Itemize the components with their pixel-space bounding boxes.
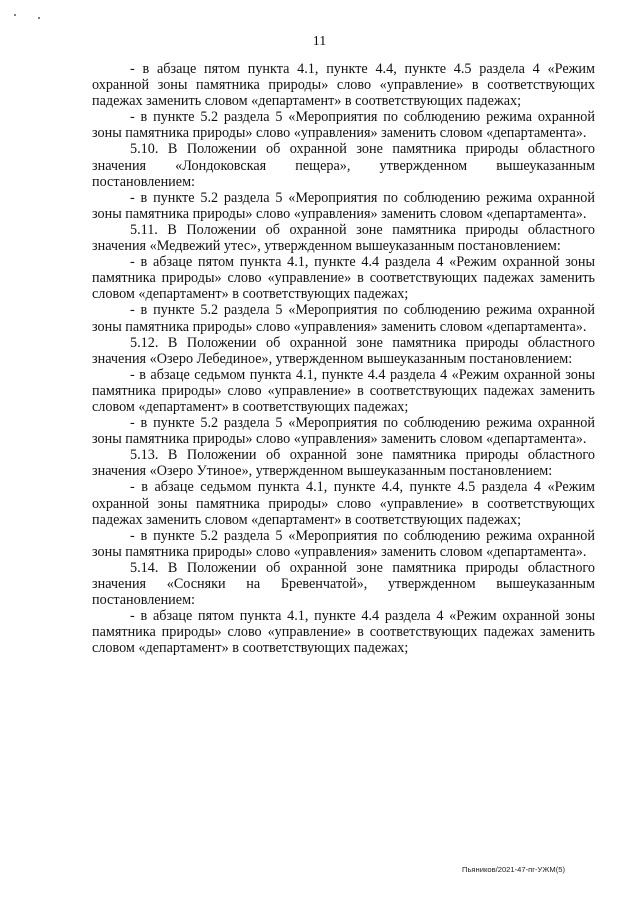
paragraph: 5.11. В Положении об охранной зоне памятника природы областного значения «Медвежий утес», утвержденном вышеуказанным постановлением: <box>92 221 595 255</box>
paragraph: 5.14. В Положении об охранной зоне памятника природы областного значения «Сосняки на Бревенчатой», утвержденном вышеуказанным постановлением: <box>92 559 595 609</box>
paragraph: - в абзаце седьмом пункта 4.1, пункте 4.4 раздела 4 «Режим охранной зоны памятника природы» слово «управление» в соответствующих падежах заменить словом «департамент» в соответствующих падежах; <box>92 366 595 415</box>
scan-speck <box>14 14 16 16</box>
paragraph: 5.10. В Положении об охранной зоне памятника природы областного значения «Лондоковская пещера», утвержденном вышеуказанным постановлением: <box>92 141 595 190</box>
paragraph: - в пункте 5.2 раздела 5 «Мероприятия по соблюдению режима охранной зоны памятника природы» слово «управления» заменить словом «департамента». <box>92 189 595 222</box>
paragraph: - в абзаце пятом пункта 4.1, пункте 4.4, пункте 4.5 раздела 4 «Режим охранной зоны памятника природы» слово «управление» в соответствующих падежах заменить словом «департамент» в соответствующих падежах; <box>92 61 595 110</box>
paragraph: - в абзаце пятом пункта 4.1, пункте 4.4 раздела 4 «Режим охранной зоны памятника природы» слово «управление» в соответствующих падежах заменить словом «департамент» в соответствующих падежах; <box>92 608 595 657</box>
paragraph: - в пункте 5.2 раздела 5 «Мероприятия по соблюдению режима охранной зоны памятника природы» слово «управления» заменить словом «департамента». <box>92 302 595 335</box>
paragraph: 5.12. В Положении об охранной зоне памятника природы областного значения «Озеро Лебединое», утвержденном вышеуказанным постановлением: <box>92 334 595 367</box>
document-body <box>92 61 595 656</box>
paragraph: - в пункте 5.2 раздела 5 «Мероприятия по соблюдению режима охранной зоны памятника природы» слово «управления» заменить словом «департамента». <box>92 415 595 448</box>
document-footer-code: Пьяников/2021-47-пг-УЖМ(5) <box>462 865 565 874</box>
paragraph: - в абзаце седьмом пункта 4.1, пункте 4.4, пункте 4.5 раздела 4 «Режим охранной зоны памятника природы» слово «управление» в соответствующих падежах заменить словом «департамент» в соответствующих падежах; <box>92 479 595 528</box>
page-number: 11 <box>312 34 327 49</box>
paragraph: - в пункте 5.2 раздела 5 «Мероприятия по соблюдению режима охранной зоны памятника природы» слово «управления» заменить словом «департамента». <box>92 527 595 560</box>
paragraph: 5.13. В Положении об охранной зоне памятника природы областного значения «Озеро Утиное», утвержденном вышеуказанным постановлением: <box>92 447 595 480</box>
scan-speck <box>38 17 40 19</box>
paragraph: - в абзаце пятом пункта 4.1, пункте 4.4 раздела 4 «Режим охранной зоны памятника природы» слово «управление» в соответствующих падежах заменить словом «департамент» в соответствующих падежах; <box>92 254 595 303</box>
paragraph: - в пункте 5.2 раздела 5 «Мероприятия по соблюдению режима охранной зоны памятника природы» слово «управления» заменить словом «департамента». <box>92 109 595 142</box>
